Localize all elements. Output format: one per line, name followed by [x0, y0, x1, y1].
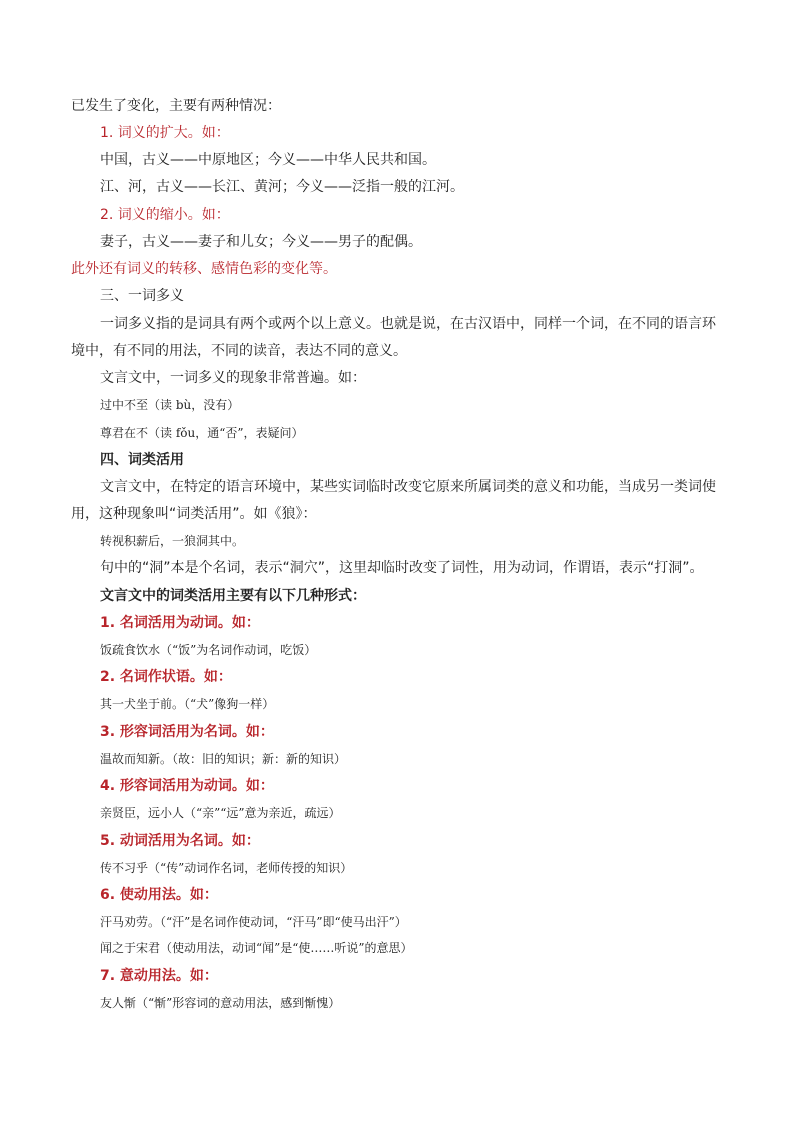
- subheading-meaning-narrowing: 2. 词义的缩小。如：: [100, 207, 230, 223]
- subheading-meaning-expansion: 1. 词义的扩大。如：: [100, 125, 230, 141]
- para-polysemy-line2: 境中，有不同的用法，不同的读音，表达不同的意义。: [71, 343, 407, 359]
- para-polysemy-common: 文言文中，一词多义的现象非常普遍。如：: [100, 370, 366, 386]
- example-jiang-he: 江、河，古义——长江、黄河；今义——泛指一般的江河。: [100, 179, 464, 195]
- form-heading-6: 6. 使动用法。如：: [100, 887, 218, 903]
- section-heading-word-class: 四、词类活用: [100, 452, 184, 468]
- example-form-2: 其一犬坐于前。（“犬”像狗一样）: [100, 697, 275, 711]
- form-heading-1: 1. 名词活用为动词。如：: [100, 615, 260, 631]
- para-intro-line: 已发生了变化，主要有两种情况：: [71, 98, 281, 114]
- note-other-changes: 此外还有词义的转移、感情色彩的变化等。: [71, 261, 337, 277]
- example-form-6a: 汗马劝劳。（“汗”是名词作使动词，“汗马”即“使马出汗”）: [100, 915, 407, 929]
- example-form-6b: 闻之于宋君（使动用法，动词“闻”是“使……听说”的意思）: [100, 941, 413, 955]
- section-heading-polysemy: 三、一词多义: [100, 288, 184, 304]
- form-heading-4: 4. 形容词活用为动词。如：: [100, 778, 274, 794]
- para-dong-explanation: 句中的“洞”本是个名词，表示“洞穴”，这里却临时改变了词性，用为动词，作谓语，表示“打洞”。: [100, 560, 704, 576]
- example-form-3: 温故而知新。（故：旧的知识；新：新的知识）: [100, 752, 347, 766]
- example-form-4: 亲贤臣，远小人（“亲”“远”意为亲近，疏远）: [100, 806, 341, 820]
- para-word-class-line2: 用，这种现象叫“词类活用”。如《狼》：: [71, 506, 317, 522]
- form-heading-3: 3. 形容词活用为名词。如：: [100, 724, 274, 740]
- example-form-5: 传不习乎（“传”动词作名词，老师传授的知识）: [100, 861, 353, 875]
- example-fou: 尊君在不（读 fǒu，通“否”，表疑问）: [100, 426, 304, 440]
- example-lang: 转视积薪后，一狼洞其中。: [100, 534, 245, 548]
- example-form-7: 友人惭（“惭”形容词的意动用法，感到惭愧）: [100, 996, 341, 1010]
- para-word-class-line1: 文言文中，在特定的语言环境中，某些实词临时改变它原来所属词类的意义和功能，当成另一类词使: [100, 479, 716, 495]
- form-heading-7: 7. 意动用法。如：: [100, 968, 218, 984]
- example-bu: 过中不至（读 bù，没有）: [100, 398, 240, 412]
- example-zhongguo: 中国，古义——中原地区；今义——中华人民共和国。: [100, 152, 436, 168]
- example-qizi: 妻子，古义——妻子和儿女；今义——男子的配偶。: [100, 234, 422, 250]
- para-forms-intro: 文言文中的词类活用主要有以下几种形式：: [100, 588, 366, 604]
- example-form-1: 饭疏食饮水（“饭”为名词作动词，吃饭）: [100, 643, 317, 657]
- para-polysemy-line1: 一词多义指的是词具有两个或两个以上意义。也就是说，在古汉语中，同样一个词，在不同的语言环: [100, 316, 716, 332]
- form-heading-2: 2. 名词作状语。如：: [100, 669, 232, 685]
- form-heading-5: 5. 动词活用为名词。如：: [100, 833, 260, 849]
